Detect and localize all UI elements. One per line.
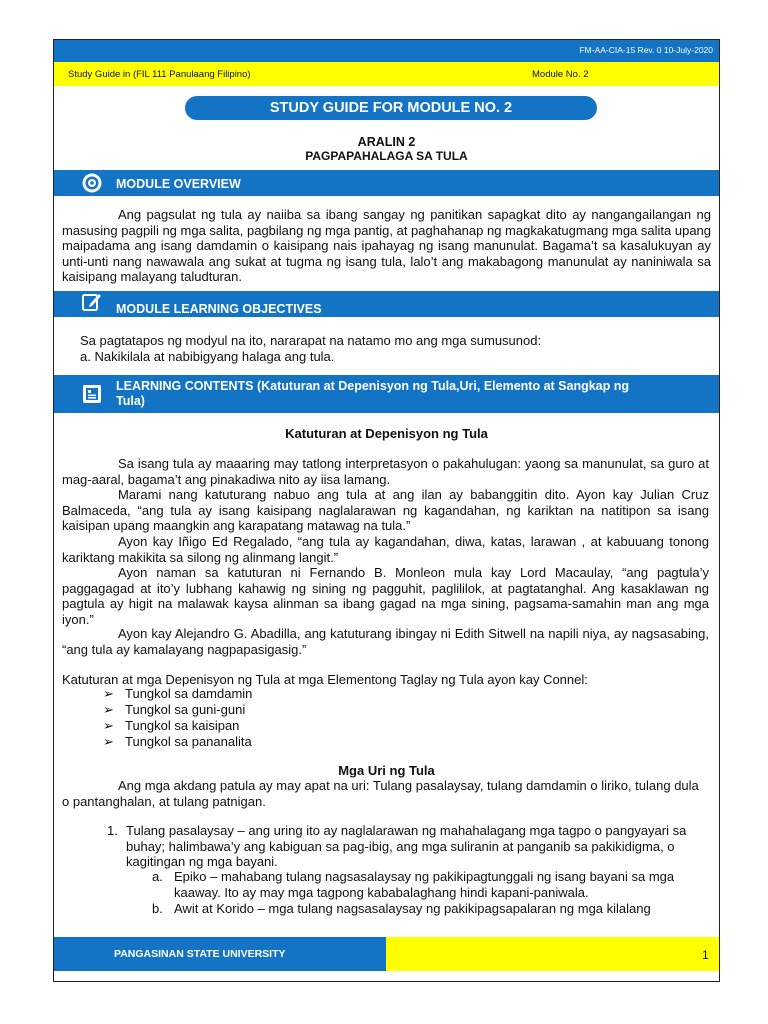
objectives-item: a. Nakikilala at nabibigyang halaga ang tula. [80, 349, 335, 364]
bullet-item [103, 734, 252, 750]
paragraph-4: Ayon naman sa katuturan ni Fernando B. Monleon mula kay Lord Macaulay, “ang pagtula’y paggagagad at ito’y lubhang kahawig ng sining ng pagguhit, paglililok, at pagtatanghal. Ang kasaklawan ng pagtula ay higit na malawak kaysa alinman sa ibang gagad na mga sining, pagsama-samahin man ang mga iyon.” [62, 565, 709, 627]
header-blue-bar [54, 40, 719, 62]
arrow-bullet-icon: ➢ [103, 718, 114, 733]
target-icon [81, 172, 103, 194]
contents-title-line2: Tula) [116, 394, 145, 408]
study-guide-title: STUDY GUIDE FOR MODULE NO. 2 [185, 96, 597, 120]
lesson-title: PAGPAPAHALAGA SA TULA [305, 149, 468, 163]
bullet-item [103, 718, 239, 734]
arrow-bullet-icon: ➢ [103, 702, 114, 717]
overview-paragraph [62, 207, 711, 285]
paragraph-2: Marami nang katuturang nabuo ang tula at ang ilan ay babanggitin dito. Ayon kay Julian Cruz Balmaceda, “ang tula ay isang kaisipang naglalarawan ng kagandahan, ng kariktan na natitipon sa isang kaisipan upang maangkin ang karapatang matawag na tula.” [62, 487, 709, 534]
list-item-text: Tulang pasalaysay – ang uring ito ay naglalarawan ng mahahalagang mga tagpo o pangyayari sa buhay; halimbawa’y ang kabiguan sa pag-ibig, ang mga suliranin at panganib sa pakikidigma, o kagitingan ng mga bayani. [126, 823, 687, 870]
overview-title: MODULE OVERVIEW [116, 177, 241, 191]
objectives-bar [54, 291, 719, 317]
form-code: FM-AA-CIA-15 Rev. 0 10-July-2020 [579, 45, 713, 55]
heading-katuturan: Katuturan at Depenisyon ng Tula [285, 426, 488, 441]
document-icon [81, 383, 103, 405]
paragraph-3: Ayon kay Iñigo Ed Regalado, “ang tula ay kagandahan, diwa, katas, larawan , at kabuuang tonong kariktang makikita sa silong ng alinmang langit.” [62, 534, 709, 565]
bullet-item [103, 702, 245, 718]
sub-item-text: Epiko – mahabang tulang nagsasalaysay ng pakikipagtunggali ng isang bayani sa mga kaaway. Ito ay may mga tagpong kababalaghang hindi kapani-paniwala. [174, 869, 675, 900]
study-guide-course: Study Guide in (FIL 111 Panulaang Filipino) [68, 69, 251, 80]
contents-title-line1: LEARNING CONTENTS (Katuturan at Depenisyon ng Tula,Uri, Elemento at Sangkap ng [116, 379, 630, 393]
overview-text: Ang pagsulat ng tula ay naiiba sa ibang sangay ng panitikan sapagkat dito ay nangangailangan ng masusing pagpili ng mga salita, pagbilang ng mga pantig, at paghahanap ng magkakatugmang mga salita upang maipadama ang isang damdamin o kaisipang nais ipahayag ng isang manunulat. Bagama’t sa kasalukuyan ay unti-unti nang nawawala ang sukat at tugma ng isang tula, lalo’t ang makabagong manunulat ay naniniwala sa kaisipang malayang taludturan. [62, 207, 712, 285]
objectives-title: MODULE LEARNING OBJECTIVES [116, 302, 322, 316]
overview-bar [54, 170, 719, 196]
paragraph-5: Ayon kay Alejandro G. Abadilla, ang katuturang ibingay ni Edith Sitwell na napili niya, ay nagsasabing, “ang tula ay kamalayang nagpapasigasig.” [62, 626, 709, 657]
footer-university: PANGASINAN STATE UNIVERSITY [114, 948, 286, 960]
aralin-label: ARALIN 2 [357, 135, 416, 149]
uri-paragraph: Ang mga akdang patula ay may apat na uri: Tulang pasalaysay, tulang damdamin o liriko, tulang dula o pantanghalan, at tulang patnigan. [62, 778, 699, 809]
footer-yellow-bar [386, 937, 719, 971]
arrow-bullet-icon: ➢ [103, 734, 114, 749]
document-page [53, 39, 720, 982]
heading-uri: Mga Uri ng Tula [338, 763, 435, 778]
objectives-intro: Sa pagtatapos ng modyul na ito, nararapat na natamo mo ang mga sumusunod: [80, 333, 542, 348]
sub-item-text: Awit at Korido – mga tulang nagsasalaysay ng pakikipagsapalaran ng mga kilalang [174, 901, 651, 916]
list-item-number: 1. [107, 823, 118, 838]
contents-bar [54, 375, 719, 413]
edit-icon [81, 291, 103, 313]
bullet-text: Tungkol sa guni-guni [125, 702, 246, 717]
bullet-text: Tungkol sa pananalita [125, 734, 252, 749]
sub-item-label: b. [152, 901, 163, 916]
connel-intro: Katuturan at mga Depenisyon ng Tula at mga Elementong Taglay ng Tula ayon kay Connel: [62, 672, 588, 687]
page-number: 1 [702, 948, 709, 962]
bullet-item [103, 686, 252, 702]
module-number: Module No. 2 [532, 69, 589, 80]
bullet-text: Tungkol sa kaisipan [125, 718, 240, 733]
arrow-bullet-icon: ➢ [103, 686, 114, 701]
paragraph-1: Sa isang tula ay maaaring may tatlong interpretasyon o pakahulugan: yaong sa manunulat, sa guro at mag-aaral, bagama’t ang pinakadiwa nito ay iisa lamang. [62, 456, 709, 487]
bullet-text: Tungkol sa damdamin [125, 686, 253, 701]
sub-item-label: a. [152, 869, 163, 884]
